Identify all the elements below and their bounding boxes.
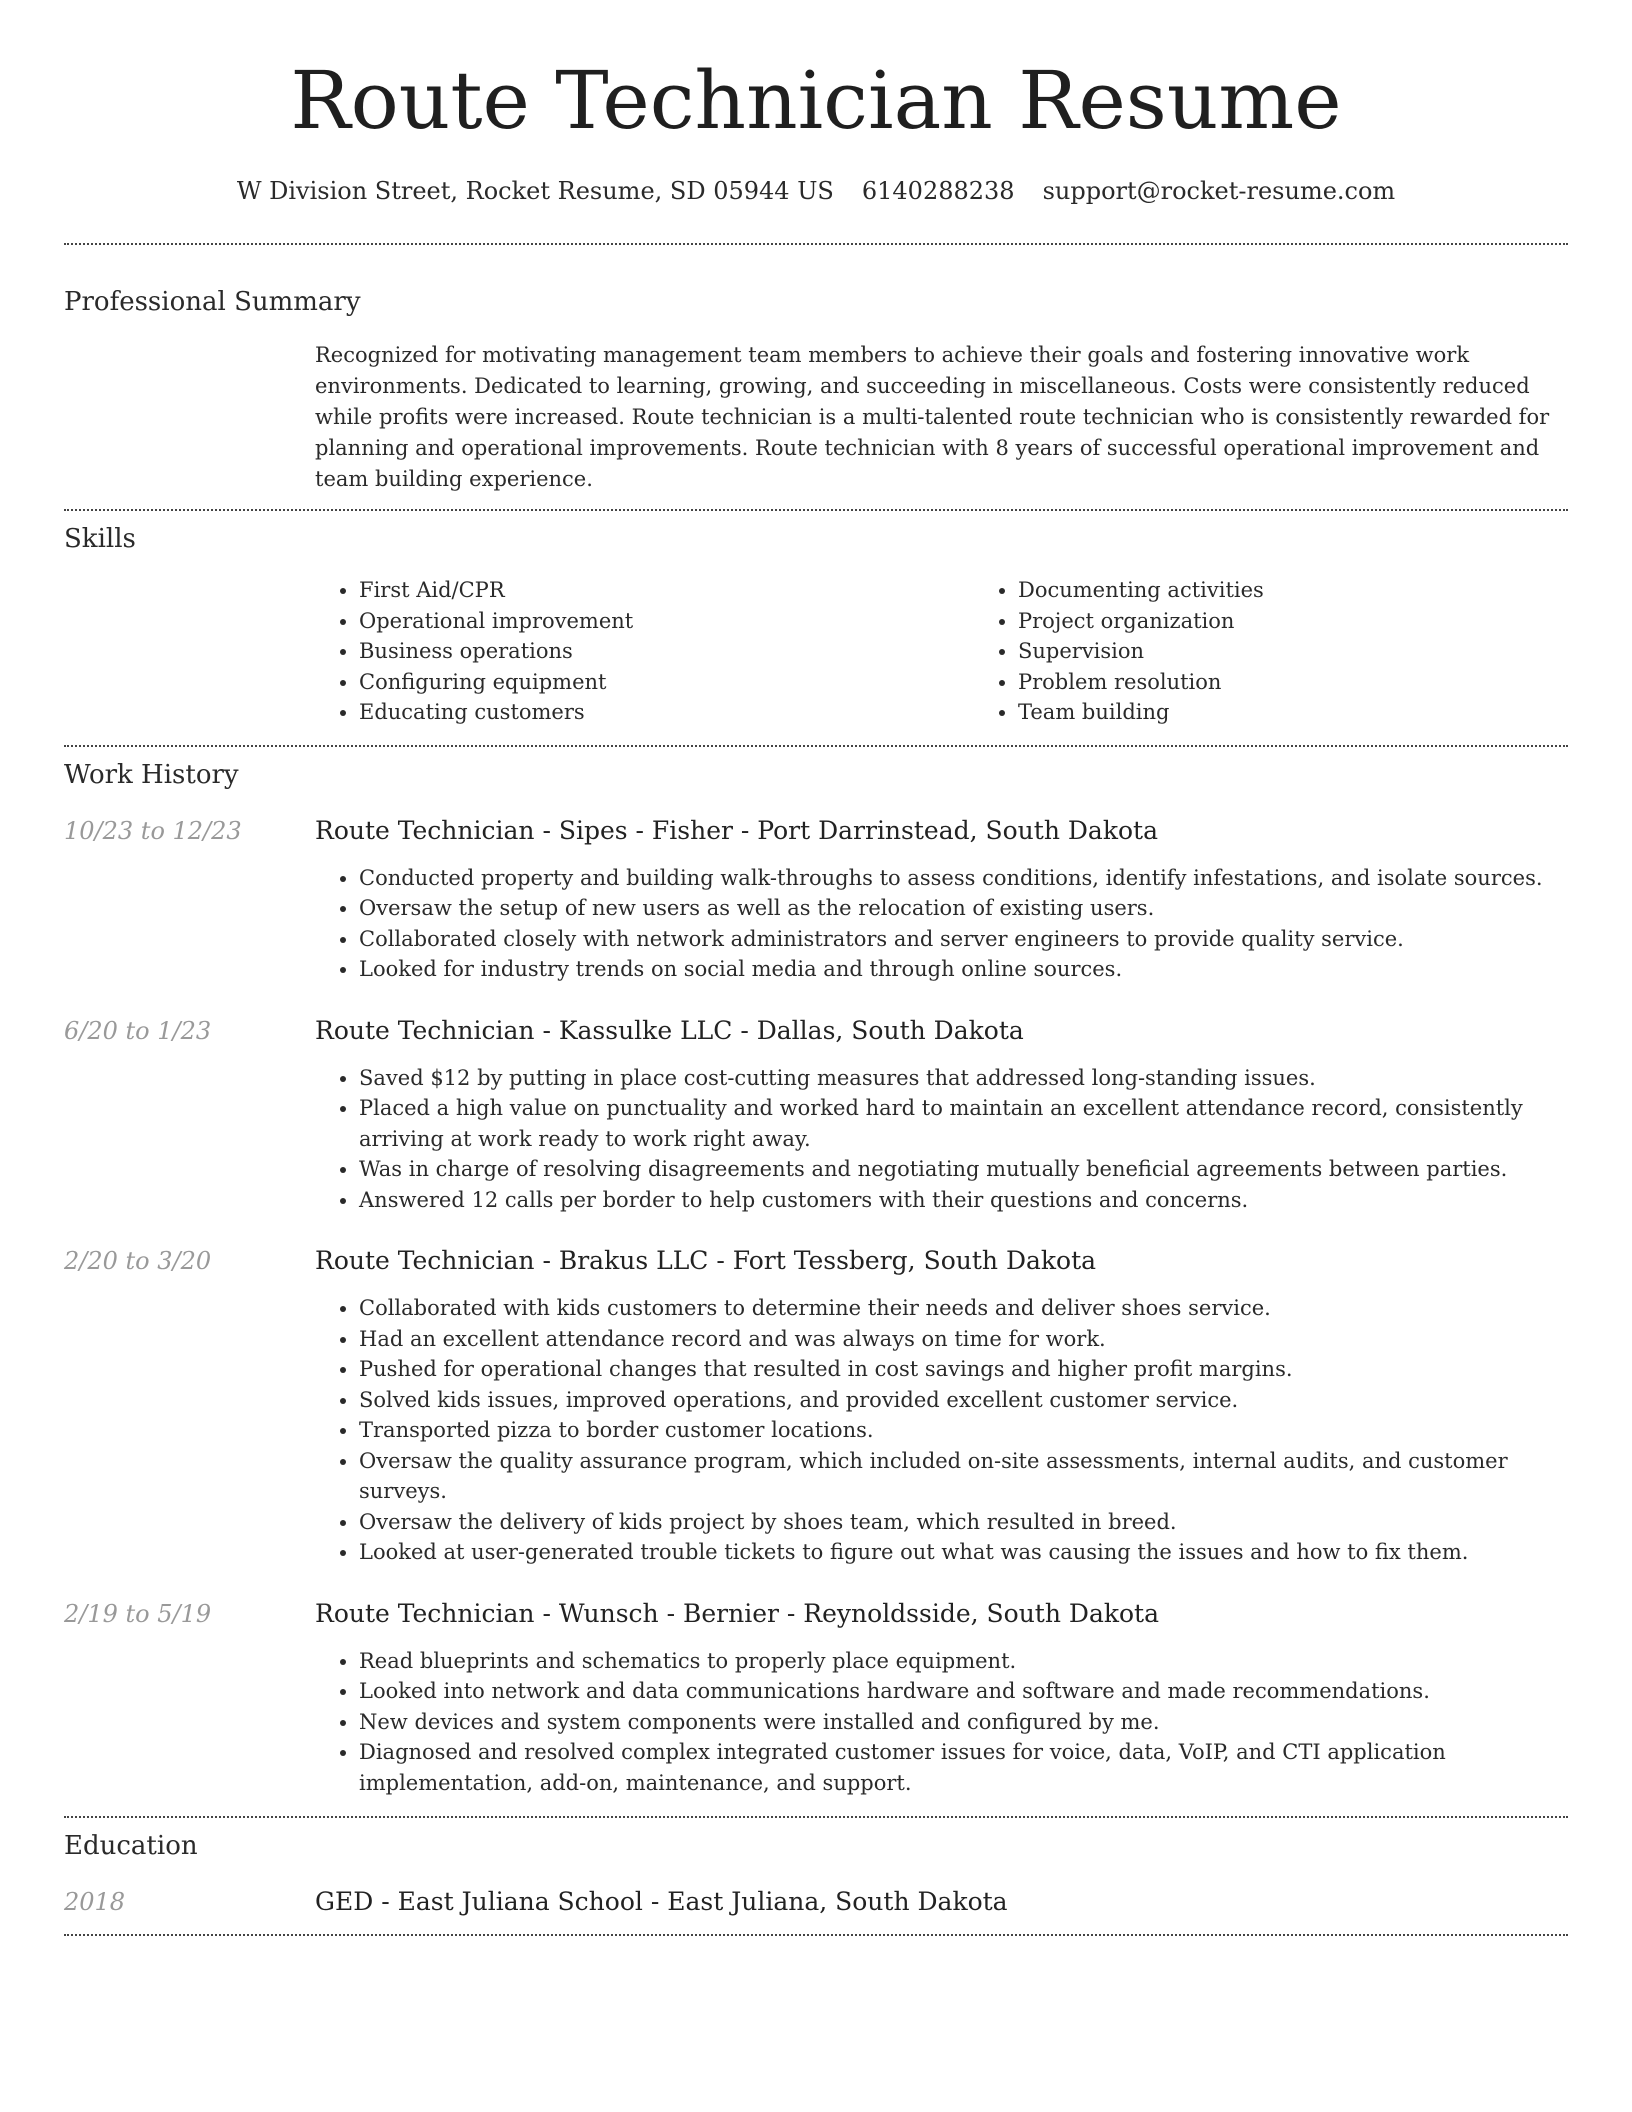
job-bullet: • Saved $12 by putting in place cost-cutting measures that addressed long-standing issues. xyxy=(359,1063,1568,1094)
skills-section xyxy=(64,511,1568,728)
job-bullet: • Had an excellent attendance record and was always on time for work. xyxy=(359,1324,1568,1355)
job-dates: 2/20 to 3/20 xyxy=(64,1247,212,1275)
section-divider xyxy=(64,1934,1568,1936)
job-bullet: • Transported pizza to border customer locations. xyxy=(359,1415,1568,1446)
summary-text: Recognized for motivating management team members to achieve their goals and fostering innovative work environments. Dedicated to learning, growing, and succeeding in miscellaneous. Costs were consistently reduced while profits were increased. Route technician is a multi-talented route technician who is consistently rewarded for planning and operational improvements. Route technician with 8 years of successful operational improvement and team building experience. xyxy=(315,343,1550,491)
work-history-section xyxy=(64,747,1568,1799)
job-bullet: • Placed a high value on punctuality and worked hard to maintain an excellent attendance record, consistently arriving at work ready to work right away. xyxy=(359,1093,1568,1154)
contact-email[interactable]: support@rocket-resume.com xyxy=(1042,177,1396,205)
skill-item: • Operational improvement xyxy=(359,606,974,637)
job-bullet: • Read blueprints and schematics to properly place equipment. xyxy=(359,1646,1568,1677)
summary-section xyxy=(64,245,1568,495)
skills-list-right xyxy=(974,575,1632,728)
job-bullet: • Collaborated closely with network administrators and server engineers to provide quality service. xyxy=(359,924,1568,955)
education-section xyxy=(64,1818,1568,1917)
job-bullet: • Looked for industry trends on social media and through online sources. xyxy=(359,954,1568,985)
skill-item: • Educating customers xyxy=(359,697,974,728)
resume-title: Route Technician Resume xyxy=(290,54,1342,147)
skill-item: • Documenting activities xyxy=(1018,575,1632,606)
job-entry xyxy=(64,1246,1568,1568)
job-dates: 2/19 to 5/19 xyxy=(64,1599,212,1628)
job-bullet-list xyxy=(315,1293,1568,1568)
education-year: 2018 xyxy=(64,1888,126,1916)
skills-heading: Skills xyxy=(64,524,136,554)
job-bullet: • Pushed for operational changes that resulted in cost savings and higher profit margins. xyxy=(359,1354,1568,1385)
job-entry xyxy=(64,1599,1568,1799)
job-dates: 10/23 to 12/23 xyxy=(64,816,242,845)
job-title: Route Technician - Wunsch - Bernier - Reynoldsside, South Dakota xyxy=(315,1598,1160,1628)
job-bullet: • Looked into network and data communications hardware and software and made recommendations. xyxy=(359,1676,1568,1707)
skills-list-left xyxy=(315,575,974,728)
contact-address: W Division Street, Rocket Resume, SD 05944 US xyxy=(236,177,834,205)
skill-item: • Project organization xyxy=(1018,606,1632,637)
job-bullet: • Collaborated with kids customers to determine their needs and deliver shoes service. xyxy=(359,1293,1568,1324)
education-entry: GED - East Juliana School - East Juliana, South Dakota xyxy=(315,1887,1008,1916)
job-title: Route Technician - Sipes - Fisher - Port Darrinstead, South Dakota xyxy=(315,815,1158,845)
skill-item: • First Aid/CPR xyxy=(359,575,974,606)
job-entry xyxy=(64,1016,1568,1216)
job-title: Route Technician - Kassulke LLC - Dallas, South Dakota xyxy=(315,1015,1024,1045)
job-bullet-list xyxy=(315,863,1568,985)
job-bullet: • Oversaw the quality assurance program, which included on-site assessments, internal audits, and customer surveys. xyxy=(359,1446,1568,1507)
job-bullet: • Oversaw the setup of new users as well as the relocation of existing users. xyxy=(359,893,1568,924)
work-history-heading: Work History xyxy=(64,759,239,790)
skill-item: • Supervision xyxy=(1018,636,1632,667)
job-bullet: • Solved kids issues, improved operations, and provided excellent customer service. xyxy=(359,1385,1568,1416)
job-bullet: • Conducted property and building walk-throughs to assess conditions, identify infestations, and isolate sources. xyxy=(359,863,1568,894)
job-title: Route Technician - Brakus LLC - Fort Tessberg, South Dakota xyxy=(315,1246,1097,1275)
skill-item: • Business operations xyxy=(359,636,974,667)
job-bullet: • Diagnosed and resolved complex integrated customer issues for voice, data, VoIP, and CTI application implementation, add-on, maintenance, and support. xyxy=(359,1737,1568,1798)
job-bullet: • Oversaw the delivery of kids project by shoes team, which resulted in breed. xyxy=(359,1507,1568,1538)
skill-item: • Team building xyxy=(1018,697,1632,728)
job-bullet: • Was in charge of resolving disagreements and negotiating mutually beneficial agreements between parties. xyxy=(359,1154,1568,1185)
contact-line xyxy=(64,176,1568,206)
job-bullet: • Looked at user-generated trouble tickets to figure out what was causing the issues and how to fix them. xyxy=(359,1537,1568,1568)
job-bullet-list xyxy=(315,1646,1568,1799)
job-entry xyxy=(64,816,1568,985)
contact-phone: 6140288238 xyxy=(861,177,1015,205)
skill-item: • Problem resolution xyxy=(1018,667,1632,698)
job-bullet: • Answered 12 calls per border to help customers with their questions and concerns. xyxy=(359,1185,1568,1216)
education-heading: Education xyxy=(64,1831,198,1861)
job-dates: 6/20 to 1/23 xyxy=(64,1016,212,1045)
job-bullet-list xyxy=(315,1063,1568,1216)
skill-item: • Configuring equipment xyxy=(359,667,974,698)
job-bullet: • New devices and system components were installed and configured by me. xyxy=(359,1707,1568,1738)
summary-heading: Professional Summary xyxy=(64,287,361,317)
